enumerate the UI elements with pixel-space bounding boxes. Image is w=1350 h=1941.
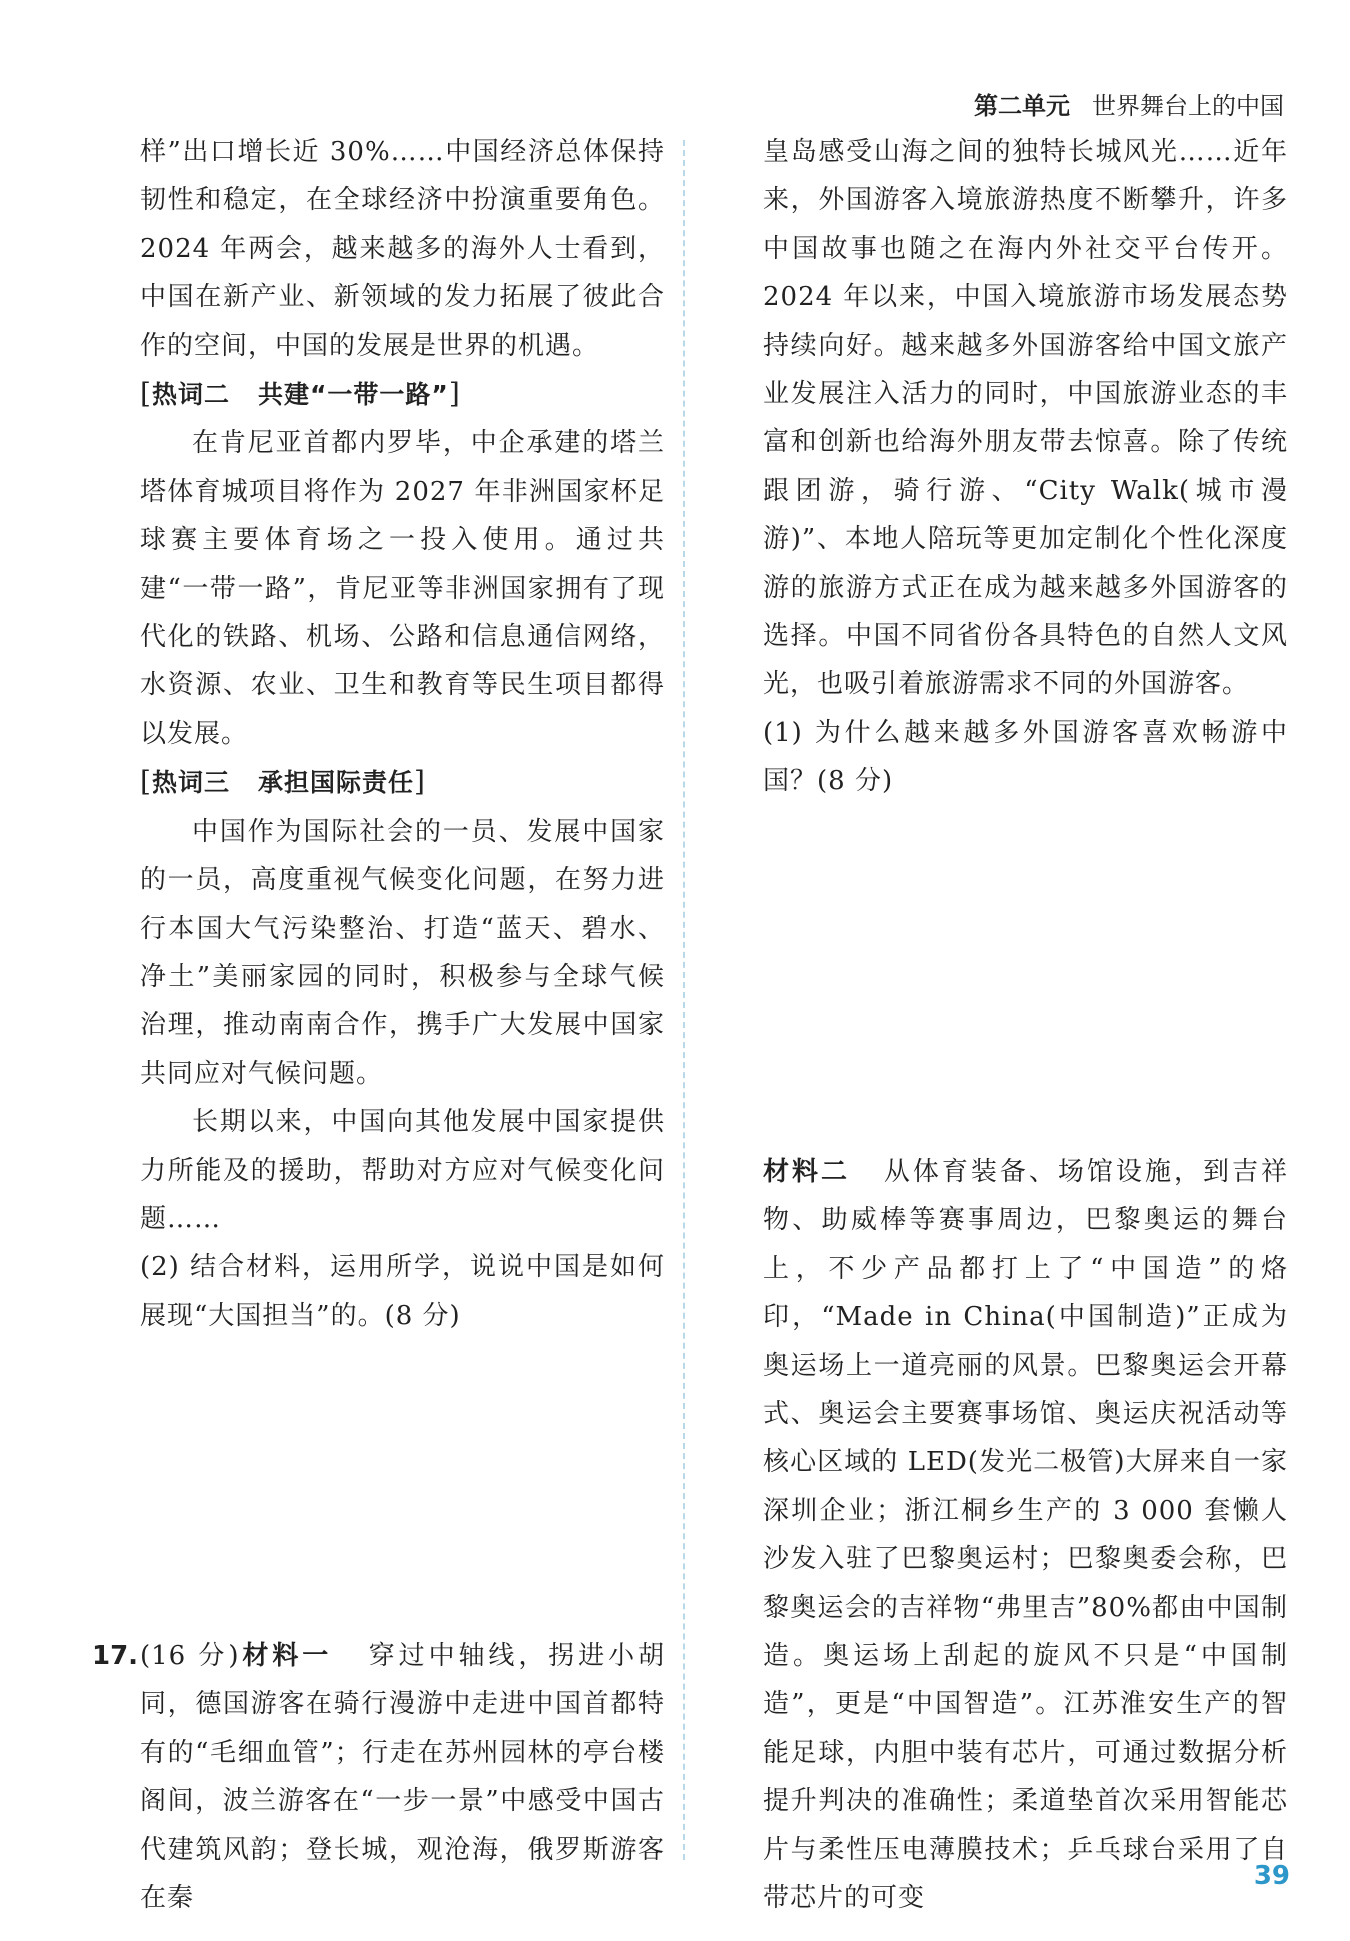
material-one-label: 材料一: [239, 1641, 333, 1671]
question-2: (2) 结合材料，运用所学，说说中国是如何展现“大国担当”的。(8 分): [140, 1252, 665, 1331]
unit-title: 世界舞台上的中国: [1092, 92, 1284, 120]
hotword-three-heading: [热词三 承担国际责任]: [140, 765, 426, 799]
page-header: [974, 86, 1284, 121]
hotword-two-heading: [热词二 共建“一带一路”]: [140, 377, 461, 411]
right-column-top: [763, 128, 1288, 806]
paragraph-belt-road: 在肯尼亚首都内罗毕，中企承建的塔兰塔体育城项目将作为 2027 年非洲国家杯足球赛主要体育场之一投入使用。通过共建“一带一路”，肯尼亚等非洲国家拥有了现代化的铁路、机场、公路和信息通信网络，水资源、农业、卫生和教育等民生项目都得以发展。: [140, 428, 665, 749]
paragraph-climate: 中国作为国际社会的一员、发展中国家的一员，高度重视气候变化问题，在努力进行本国大气污染整治、打造“蓝天、碧水、净土”美丽家园的同时，积极参与全球气候治理，推动南南合作，携手广大发展中国家共同应对气候问题。: [140, 816, 665, 1089]
hotword-three-label: 热词三: [151, 768, 230, 798]
material-two-label: 材料二: [763, 1157, 851, 1187]
question-17-score: (16 分): [140, 1641, 240, 1671]
material-two-text: 从体育装备、场馆设施，到吉祥物、助威棒等赛事周边，巴黎奥运的舞台上，不少产品都打上了“中国造”的烙印，“Made in China(中国制造)”正成为奥运场上一道亮丽的风景。巴黎奥运会开幕式、奥运会主要赛事场馆、奥运庆祝活动等核心区域的 LED(发光二极管)大屏来自一家深圳企业；浙江桐乡生产的 3 000 套懒人沙发入驻了巴黎奥运村；巴黎奥委会称，巴黎奥运会的吉祥物“弗里吉”80%都由中国制造。奥运场上刮起的旋风不只是“中国制造”，更是“中国智造”。江苏淮安生产的智能足球，内胆中装有芯片，可通过数据分析提升判决的准确性；柔道垫首次采用智能芯片与柔性压电薄膜技术；乒乓球台采用了自带芯片的可变: [763, 1157, 1288, 1914]
hotword-three-text: 承担国际责任: [257, 768, 414, 798]
unit-label: 第二单元: [974, 92, 1070, 120]
page-number: 39: [1253, 1861, 1290, 1891]
material-two: [763, 1148, 1288, 1923]
material-one-text: 穿过中轴线，拐进小胡同，德国游客在骑行漫游中走进中国首都特有的“毛细血管”；行走在苏州园林的亭台楼阁间，波兰游客在“一步一景”中感受中国古代建筑风韵；登长城，观沧海，俄罗斯游客在秦: [140, 1641, 666, 1914]
hotword-two-text: 共建“一带一路”: [257, 380, 449, 410]
column-divider: [683, 140, 685, 1860]
question-17-number: 17.: [92, 1641, 139, 1671]
question-17: [140, 1632, 665, 1922]
left-column-top: [140, 128, 665, 1340]
paragraph-aid: 长期以来，中国向其他发展中国家提供力所能及的援助，帮助对方应对气候变化问题……: [140, 1107, 665, 1234]
hotword-two-label: 热词二: [151, 380, 230, 410]
paragraph-economy: 样”出口增长近 30%……中国经济总体保持韧性和稳定，在全球经济中扮演重要角色。2024 年两会，越来越多的海外人士看到，中国在新产业、新领域的发力拓展了彼此合作的空间，中国的发展是世界的机遇。: [140, 137, 665, 361]
question-17-material-one: [140, 1632, 665, 1922]
paragraph-tourism: 皇岛感受山海之间的独特长城风光……近年来，外国游客入境旅游热度不断攀升，许多中国故事也随之在海内外社交平台传开。2024 年以来，中国入境旅游市场发展态势持续向好。越来越多外国游客给中国文旅产业发展注入活力的同时，中国旅游业态的丰富和创新也给海外朋友带去惊喜。除了传统跟团游，骑行游、“City Walk(城市漫游)”、本地人陪玩等更加定制化个性化深度游的旅游方式正在成为越来越多外国游客的选择。中国不同省份各具特色的自然人文风光，也吸引着旅游需求不同的外国游客。: [763, 137, 1288, 700]
right-column-bottom: [763, 1148, 1288, 1923]
question-1: (1) 为什么越来越多外国游客喜欢畅游中国？(8 分): [763, 717, 1288, 797]
